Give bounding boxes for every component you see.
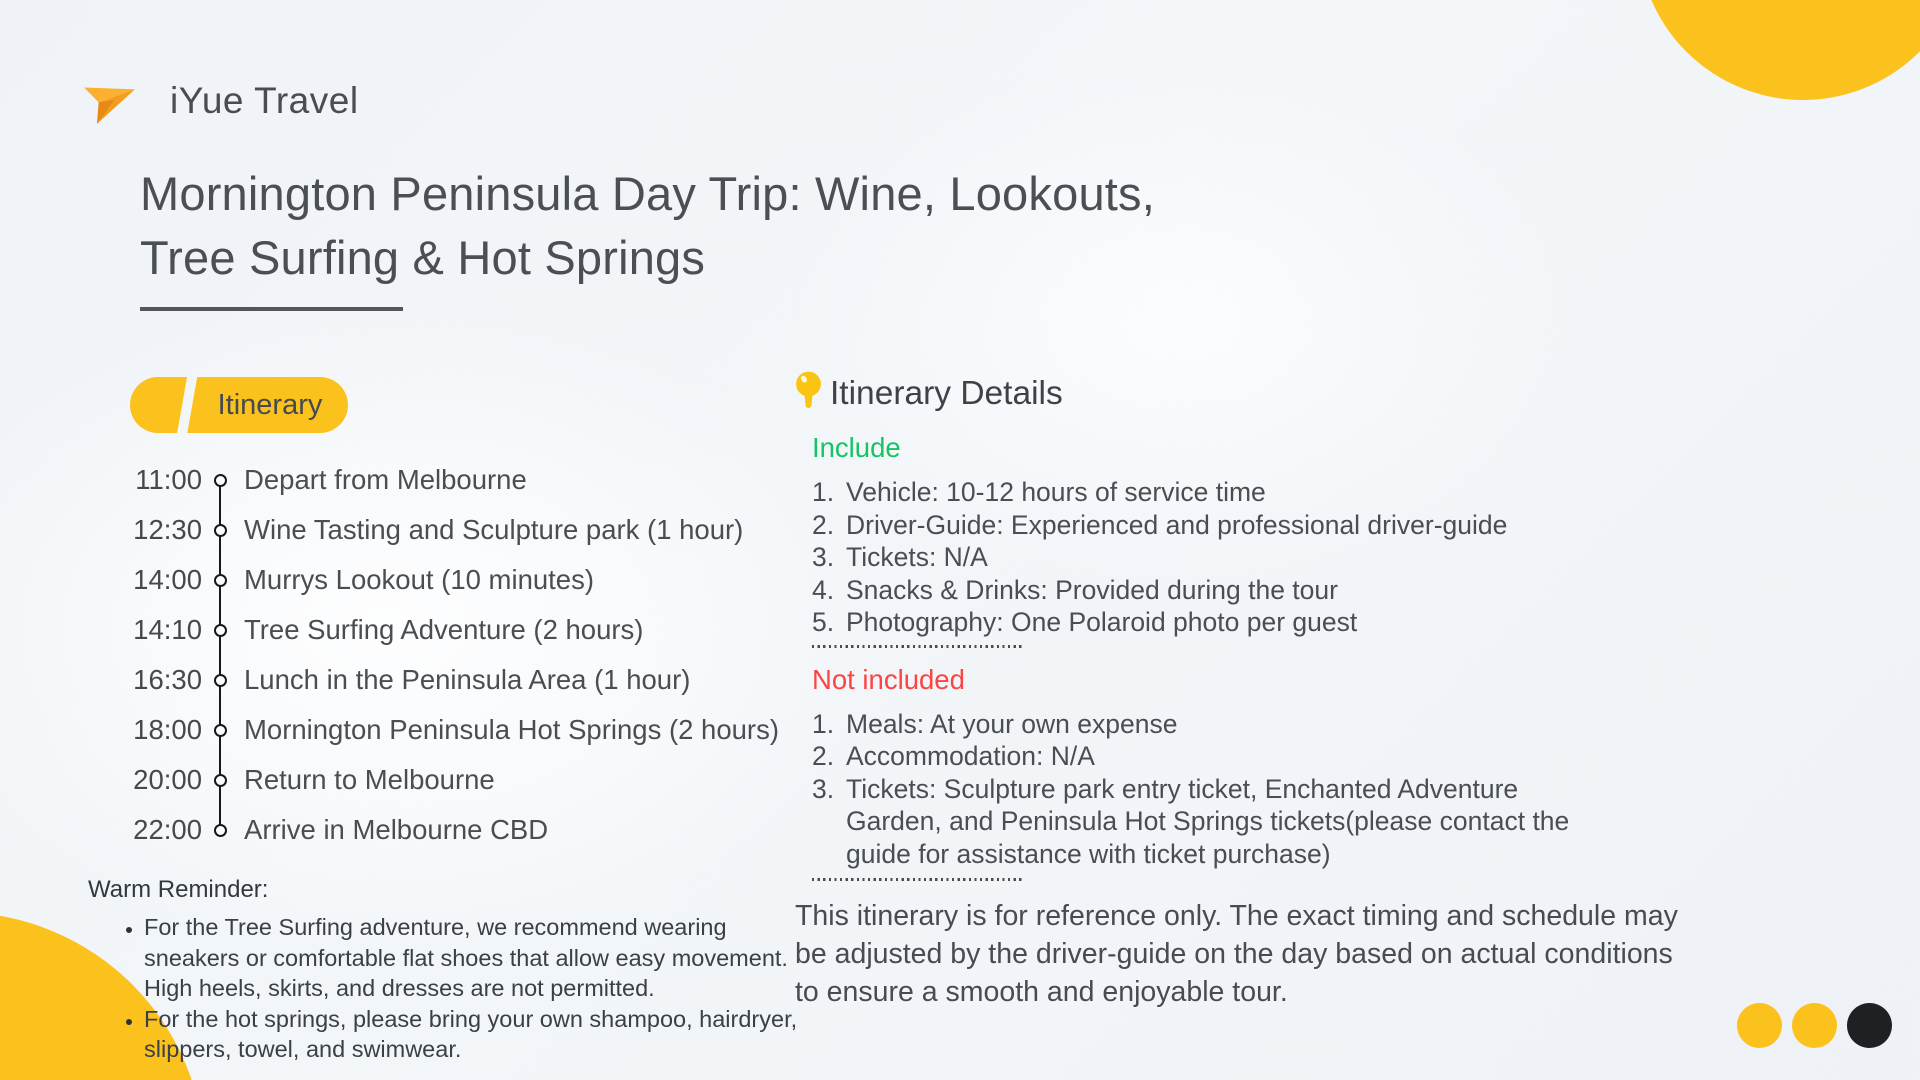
item-number: 2. [812, 509, 835, 540]
timeline-row [130, 505, 744, 555]
timeline-row [130, 705, 780, 755]
item-text: Tickets: Sculpture park entry ticket, Enchanted Adventure Garden, and Peninsula Hot Springs tickets(please contact the guide for assistance with ticket purchase) [846, 773, 1570, 869]
timeline-stop-label: Return to Melbourne [244, 764, 495, 795]
itinerary-badge [130, 377, 348, 433]
include-item [812, 606, 1572, 639]
timeline-stop-label: Mornington Peninsula Hot Springs (2 hours) [244, 714, 780, 745]
timeline-node-icon [214, 724, 227, 737]
timeline-node-icon [214, 774, 227, 787]
include-item [812, 574, 1572, 607]
include-list [812, 476, 1572, 639]
timeline-stop-label: Lunch in the Peninsula Area (1 hour) [244, 664, 691, 695]
timeline-row [130, 655, 710, 705]
warm-reminder-title: Warm Reminder: [88, 876, 269, 903]
timeline-row [130, 755, 710, 805]
itinerary-timeline [130, 455, 780, 855]
timeline-row [130, 455, 710, 505]
timeline-stop-label: Arrive in Melbourne CBD [244, 814, 549, 845]
not-included-list [812, 708, 1572, 871]
timeline-node-icon [214, 524, 227, 537]
timeline-stop-label: Wine Tasting and Sculpture park (1 hour) [244, 514, 744, 545]
timeline-time: 18:00 [133, 714, 202, 745]
brand [80, 70, 359, 131]
slide-dot [1737, 1003, 1782, 1048]
item-number: 4. [812, 574, 835, 605]
item-number: 2. [812, 741, 835, 771]
timeline-time: 11:00 [135, 464, 202, 495]
timeline-node-icon [214, 474, 227, 487]
not-included-heading: Not included [812, 663, 965, 695]
item-text: Snacks & Drinks: Provided during the tour [846, 574, 1338, 605]
timeline-row [130, 555, 710, 605]
details-title: Itinerary Details [830, 375, 1063, 412]
warm-reminder-item: • For the hot springs, please bring your own shampoo, hairdryer, slippers, towel, and swimwear. [144, 1004, 804, 1065]
item-number: 1. [812, 477, 835, 507]
slide-dot [1847, 1003, 1892, 1048]
dotted-divider [812, 878, 1024, 881]
item-text: Photography: One Polaroid photo per guest [846, 607, 1358, 637]
timeline-time: 14:00 [133, 564, 202, 595]
timeline-time: 20:00 [133, 764, 202, 795]
timeline-node-icon [214, 574, 227, 587]
item-number: 3. [812, 542, 835, 572]
include-heading: Include [812, 432, 901, 463]
item-number: 1. [812, 708, 835, 739]
timeline-node-icon [214, 624, 227, 637]
item-text: Tickets: N/A [846, 542, 988, 572]
lightbulb-icon [795, 371, 822, 417]
page-title [140, 162, 1155, 290]
timeline-stop-label: Depart from Melbourne [244, 464, 527, 495]
timeline-rows [130, 455, 780, 855]
page-title-line1: Mornington Peninsula Day Trip: Wine, Lookouts, [140, 167, 1155, 220]
slide-dots [1737, 1003, 1892, 1048]
slide-dot [1792, 1003, 1837, 1048]
warm-reminder-item: • For the Tree Surfing adventure, we recommend wearing sneakers or comfortable flat shoes that allow easy movement. High heels, skirts, and dresses are not permitted. [144, 912, 804, 1004]
timeline-time: 16:30 [133, 664, 202, 695]
title-underline [140, 307, 403, 311]
brand-name: iYue Travel [170, 79, 359, 121]
timeline-node-icon [214, 824, 227, 837]
details-header [795, 372, 1705, 416]
dotted-divider [812, 645, 1024, 648]
not-included-item [812, 773, 1572, 871]
item-text: Meals: At your own expense [846, 708, 1178, 739]
include-item [812, 541, 1572, 574]
item-text: Vehicle: 10-12 hours of service time [846, 477, 1266, 507]
item-number: 3. [812, 773, 835, 804]
warm-reminder-list [88, 912, 828, 1065]
item-text: Driver-Guide: Experienced and professional driver-guide [846, 509, 1508, 540]
not-included-item [812, 740, 1572, 773]
itinerary-badge-label: Itinerary [217, 388, 323, 421]
item-text: Accommodation: N/A [846, 741, 1095, 771]
warm-reminder [88, 876, 828, 1065]
timeline-time: 22:00 [133, 814, 202, 845]
include-item [812, 509, 1572, 542]
item-number: 5. [812, 607, 835, 637]
timeline-time: 12:30 [133, 514, 202, 545]
timeline-row [130, 605, 710, 655]
paper-plane-icon [80, 70, 144, 131]
include-item [812, 476, 1572, 509]
page-title-line2: Tree Surfing & Hot Springs [140, 231, 706, 284]
timeline-stop-label: Tree Surfing Adventure (2 hours) [244, 614, 644, 645]
timeline-time: 14:10 [133, 614, 202, 645]
itinerary-details-section [795, 372, 1705, 1011]
details-note: This itinerary is for reference only. The exact timing and schedule may be adjusted by the driver-guide on the day based on actual conditions to ensure a smooth and enjoyable tour. [795, 900, 1678, 1008]
timeline-stop-label: Murrys Lookout (10 minutes) [244, 564, 594, 595]
not-included-item [812, 708, 1572, 741]
timeline-row [130, 805, 710, 855]
timeline-node-icon [214, 674, 227, 687]
